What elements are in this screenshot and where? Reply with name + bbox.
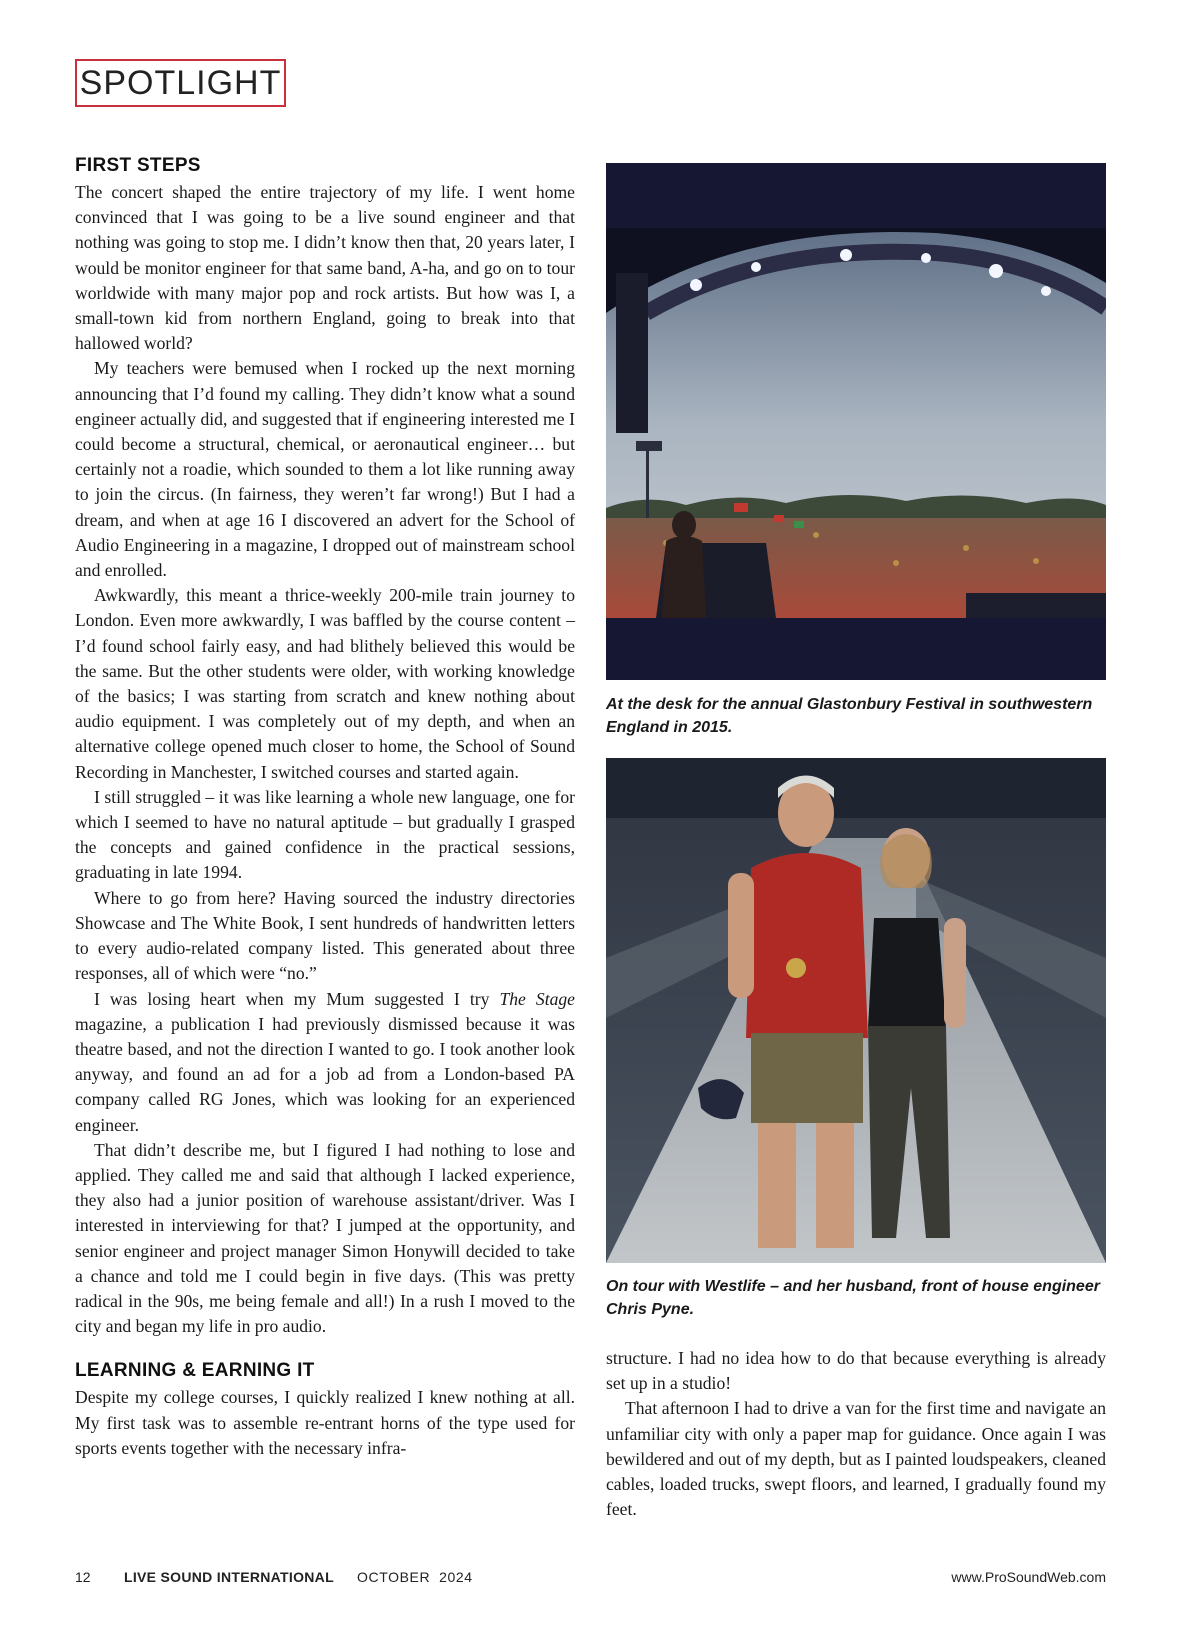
magazine-title: The Stage [499,988,575,1009]
paragraph: Where to go from here? Having sourced the industry directories Showcase and The White Book, I sent hundreds of handwritten letters to every audio-related company listed. This generated about three responses, all of which were “no.” [75,887,575,984]
page-footer [75,1569,1106,1591]
paragraph-the-stage [75,987,575,1138]
westlife-illustration [606,758,1106,1263]
left-column [75,155,575,1461]
paragraph: structure. I had no idea how to do that because everything is already set up in a studio! [606,1348,1106,1394]
heading-first-steps: FIRST STEPS [75,155,201,176]
right-column-text [606,1346,1106,1522]
glastonbury-photo [606,163,1106,680]
paragraph: That didn’t describe me, but I figured I had nothing to lose and applied. They called me and said that although I lacked experience, they also had a junior position of warehouse assistant/driver. Was I interested in interviewing for that? I jumped at the opportunity, and senior engineer and project manager Simon Honywill decided to take a chance and told me I could begin in five days. (This was pretty radical in the 90s, me being female and all!) In a rush I moved to the city and began my life in pro audio. [75,1139,575,1337]
paragraph: The concert shaped the entire trajectory of my life. I went home convinced that I was going to be a live sound engineer and that nothing was going to stop me. I didn’t know then that, 20 years later, I would be monitor engineer for that same band, A-ha, and go on to tour worldwide with many major pop and rock artists. But how was I, a small-town kid from northern England, going to break into that hallowed world? [75,182,575,354]
text-run: I was losing heart when my Mum suggested I try [94,988,500,1009]
paragraph: That afternoon I had to drive a van for the first time and navigate an unfamiliar city with only a paper map for guidance. Once again I was bewildered and out of my depth, but as I painted loudspeakers, cleaned cables, loaded trucks, swept floors, and learned, I gradually found my feet. [606,1398,1106,1520]
photo-caption-1: At the desk for the annual Glastonbury Festival in southwestern England in 2015. [606,696,1093,736]
issue-date: OCTOBER 2024 [357,1569,473,1585]
westlife-tour-photo [606,758,1106,1263]
paragraph: Awkwardly, this meant a thrice-weekly 200-mile train journey to London. Even more awkwardly, I was baffled by the course content – I’d found school fairly easy, and had blithely believed this would be the same. But the other students were older, with working knowledge of the basics; I was starting from scratch and knew nothing about audio equipment. I was completely out of my depth, and when an alternative college opened much closer to home, the School of Sound Recording in Manchester, I switched courses and started again. [75,585,575,782]
website-url: www.ProSoundWeb.com [951,1569,1106,1585]
paragraph: Despite my college courses, I quickly realized I knew nothing at all. My first task was to assemble re-entrant horns of the type used for sports events together with the necessary infra- [75,1387,575,1458]
publication-name: LIVE SOUND INTERNATIONAL [124,1569,334,1585]
glastonbury-illustration [606,163,1106,680]
text-run: magazine, a publication I had previously dismissed because it was theatre based, and not the direction I wanted to go. I took another look anyway, and found an ad for a job ad from a London-based PA company called RG Jones, which was looking for an experienced engineer. [75,1013,575,1135]
section-tag: SPOTLIGHT [75,59,286,107]
photo-caption-2: On tour with Westlife – and her husband, front of house engineer Chris Pyne. [606,1278,1100,1318]
paragraph: My teachers were bemused when I rocked up the next morning announcing that I’d found my calling. They didn’t know what a sound engineer actually did, and suggested that if engineering interested me I could become a structural, chemical, or aeronautical engineer… but certainly not a roadie, which sounded to them a lot like running away to join the circus. (In fairness, they weren’t far wrong!) But I had a dream, and when at age 16 I discovered an advert for the School of Audio Engineering in a magazine, I dropped out of mainstream school and enrolled. [75,358,575,581]
page-number: 12 [75,1569,91,1585]
paragraph: I still struggled – it was like learning a whole new language, one for which I seemed to have no natural aptitude – but gradually I grasped the concepts and gained confidence in the practical sessions, graduating in late 1994. [75,786,575,883]
heading-learning-earning: LEARNING & EARNING IT [75,1360,315,1382]
